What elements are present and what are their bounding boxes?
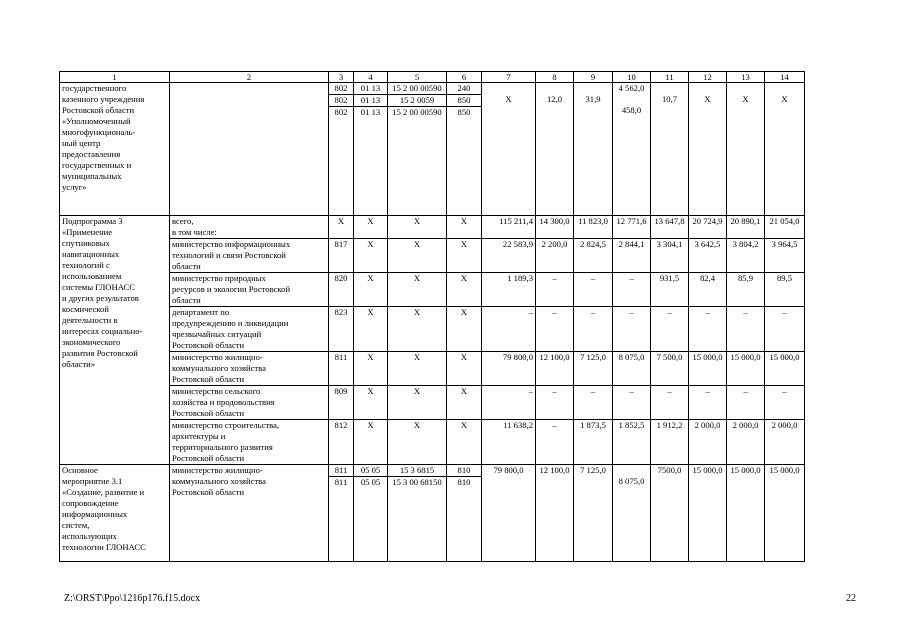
value-cell: 11 823,0 [574, 216, 613, 239]
file-path: Z:\ORST\Ppo\1216p176.f15.docx [64, 593, 201, 604]
executor-cell: министерство жилищно- коммунального хозяйства Ростовской области [170, 352, 329, 386]
table-row [60, 420, 805, 465]
value-cell: 1 873,5 [574, 420, 613, 465]
value-cell: 3 304,1 [651, 239, 689, 273]
value-cell: 21 054,0 [765, 216, 805, 239]
executor-cell: министерство строительства, архитектуры и территориального развития Ростовской области [170, 420, 329, 465]
c3-cell: 817 [329, 239, 354, 273]
c4-cell: X [354, 273, 388, 307]
c5-cell: X [388, 307, 447, 352]
value-cell: 2 824,5 [574, 239, 613, 273]
value-cell: – [482, 307, 536, 352]
c3-cell: 811 [329, 352, 354, 386]
value-cell: – [651, 307, 689, 352]
header-cell: 4 [354, 72, 388, 83]
v7-cell: 79 800,0 [482, 465, 536, 562]
value-cell: 20 890,1 [727, 216, 765, 239]
value-cell: 2 844,1 [613, 239, 651, 273]
v13-cell: X [727, 83, 765, 216]
value-cell: – [613, 386, 651, 420]
value-cell: 79 800,0 [482, 352, 536, 386]
value-cell: 2 000,0 [689, 420, 727, 465]
value-cell: 2 200,0 [536, 239, 574, 273]
value-cell: 22 583,9 [482, 239, 536, 273]
value-cell: 15 000,0 [765, 352, 805, 386]
grbs-cell: 802 802 802 [329, 83, 354, 216]
vr-cell: 810 810 [447, 465, 482, 562]
v7-cell: X [482, 83, 536, 216]
c5-cell: X [388, 216, 447, 239]
executor-cell: департамент по предупреждению и ликвидации чрезвычайных ситуаций Ростовской области [170, 307, 329, 352]
value-cell: 13 647,8 [651, 216, 689, 239]
value-cell: – [613, 273, 651, 307]
header-cell: 10 [613, 72, 651, 83]
c5-cell: X [388, 386, 447, 420]
value-cell: 82,4 [689, 273, 727, 307]
c6-cell: X [447, 239, 482, 273]
value-cell: 20 724,9 [689, 216, 727, 239]
rz-cell: 01 13 01 13 01 13 [354, 83, 388, 216]
table-row [60, 386, 805, 420]
program-name-cell: государственного казенного учреждения Ростовской области «Уполномоченный многофункциональ- ный центр предоставления государственных и муниципальных услуг» [60, 83, 170, 216]
table-row [60, 465, 805, 562]
v10-cell: 4 562,0 458,0 [613, 83, 651, 216]
value-cell: 2 000,0 [765, 420, 805, 465]
header-cell: 8 [536, 72, 574, 83]
header-cell: 1 [60, 72, 170, 83]
header-cell: 3 [329, 72, 354, 83]
executor-cell: министерство жилищно- коммунального хозяйства Ростовской области [170, 465, 329, 562]
value-cell: – [574, 307, 613, 352]
c5-cell: X [388, 420, 447, 465]
c3-cell: 812 [329, 420, 354, 465]
c6-cell: X [447, 216, 482, 239]
table-row [60, 307, 805, 352]
value-cell: 15 000,0 [689, 352, 727, 386]
csr-cell: 15 3 6815 15 3 00 68150 [388, 465, 447, 562]
c3-cell: 823 [329, 307, 354, 352]
value-cell: 7 500,0 [651, 352, 689, 386]
value-cell: – [536, 420, 574, 465]
grbs-cell: 811 811 [329, 465, 354, 562]
c4-cell: X [354, 239, 388, 273]
budget-table [59, 71, 805, 562]
header-row [60, 72, 805, 83]
value-cell: – [482, 386, 536, 420]
table-row [60, 83, 805, 216]
value-cell: 1 912,2 [651, 420, 689, 465]
v14-cell: 15 000,0 [765, 465, 805, 562]
csr-cell: 15 2 00 00590 15 2 0059 15 2 00 00590 [388, 83, 447, 216]
executor-cell [170, 83, 329, 216]
executor-cell: министерство информационных технологий и связи Ростовской области [170, 239, 329, 273]
value-cell: – [765, 386, 805, 420]
c4-cell: X [354, 352, 388, 386]
value-cell: 14 300,0 [536, 216, 574, 239]
executor-cell: министерство природных ресурсов и экологии Ростовской области [170, 273, 329, 307]
value-cell: 85,9 [727, 273, 765, 307]
subprogram-name-cell: Подпрограмма 3 «Применение спутниковых навигационных технологий с использованием системы ГЛОНАСС и других результатов космической деятельности в интересах социально- экономического развития Ростовской области» [60, 216, 170, 465]
v14-cell: X [765, 83, 805, 216]
measure-name-cell: Основное мероприятие 3.1 «Создание, развитие и сопровождение информационных систем, использующих технологии ГЛОНАСС [60, 465, 170, 562]
c6-cell: X [447, 352, 482, 386]
c6-cell: X [447, 420, 482, 465]
page-number: 22 [846, 593, 856, 604]
value-cell: – [727, 307, 765, 352]
value-cell: 3 964,5 [765, 239, 805, 273]
value-cell: – [536, 273, 574, 307]
v9-cell: 7 125,0 [574, 465, 613, 562]
v12-cell: X [689, 83, 727, 216]
value-cell: – [727, 386, 765, 420]
c5-cell: X [388, 239, 447, 273]
table-row [60, 239, 805, 273]
v13-cell: 15 000,0 [727, 465, 765, 562]
value-cell: – [574, 273, 613, 307]
value-cell: – [536, 307, 574, 352]
c3-cell: 820 [329, 273, 354, 307]
c4-cell: X [354, 420, 388, 465]
header-cell: 13 [727, 72, 765, 83]
value-cell: 7 125,0 [574, 352, 613, 386]
executor-cell: министерство сельского хозяйства и продовольствия Ростовской области [170, 386, 329, 420]
table-row [60, 273, 805, 307]
vr-cell: 240 850 850 [447, 83, 482, 216]
v12-cell: 15 000,0 [689, 465, 727, 562]
c4-cell: X [354, 386, 388, 420]
value-cell: 2 000,0 [727, 420, 765, 465]
header-cell: 5 [388, 72, 447, 83]
v8-cell: 12 100,0 [536, 465, 574, 562]
header-cell: 6 [447, 72, 482, 83]
c4-cell: X [354, 307, 388, 352]
c4-cell: X [354, 216, 388, 239]
value-cell: – [536, 386, 574, 420]
v10-cell: 8 075,0 [613, 465, 651, 562]
v8-cell: 12,0 [536, 83, 574, 216]
value-cell: 89,5 [765, 273, 805, 307]
table-row [60, 216, 805, 239]
c5-cell: X [388, 273, 447, 307]
header-cell: 14 [765, 72, 805, 83]
header-cell: 12 [689, 72, 727, 83]
value-cell: 1 189,3 [482, 273, 536, 307]
value-cell: 931,5 [651, 273, 689, 307]
v11-cell: 7500,0 [651, 465, 689, 562]
c3-cell: X [329, 216, 354, 239]
value-cell: 3 642,5 [689, 239, 727, 273]
header-cell: 9 [574, 72, 613, 83]
value-cell: – [574, 386, 613, 420]
v9-cell: 31,9 [574, 83, 613, 216]
value-cell: 12 771,6 [613, 216, 651, 239]
value-cell: 11 638,2 [482, 420, 536, 465]
value-cell: 115 211,4 [482, 216, 536, 239]
header-cell: 11 [651, 72, 689, 83]
value-cell: – [689, 307, 727, 352]
value-cell: 15 000,0 [727, 352, 765, 386]
value-cell: 3 804,2 [727, 239, 765, 273]
value-cell: – [765, 307, 805, 352]
c6-cell: X [447, 386, 482, 420]
header-cell: 2 [170, 72, 329, 83]
c6-cell: X [447, 273, 482, 307]
header-cell: 7 [482, 72, 536, 83]
executor-cell: всего, в том числе: [170, 216, 329, 239]
rz-cell: 05 05 05 05 [354, 465, 388, 562]
value-cell: 1 852,5 [613, 420, 651, 465]
value-cell: 12 100,0 [536, 352, 574, 386]
c3-cell: 809 [329, 386, 354, 420]
table-row [60, 352, 805, 386]
c6-cell: X [447, 307, 482, 352]
value-cell: – [689, 386, 727, 420]
c5-cell: X [388, 352, 447, 386]
value-cell: – [613, 307, 651, 352]
value-cell: 8 075,0 [613, 352, 651, 386]
value-cell: – [651, 386, 689, 420]
v11-cell: 10,7 [651, 83, 689, 216]
